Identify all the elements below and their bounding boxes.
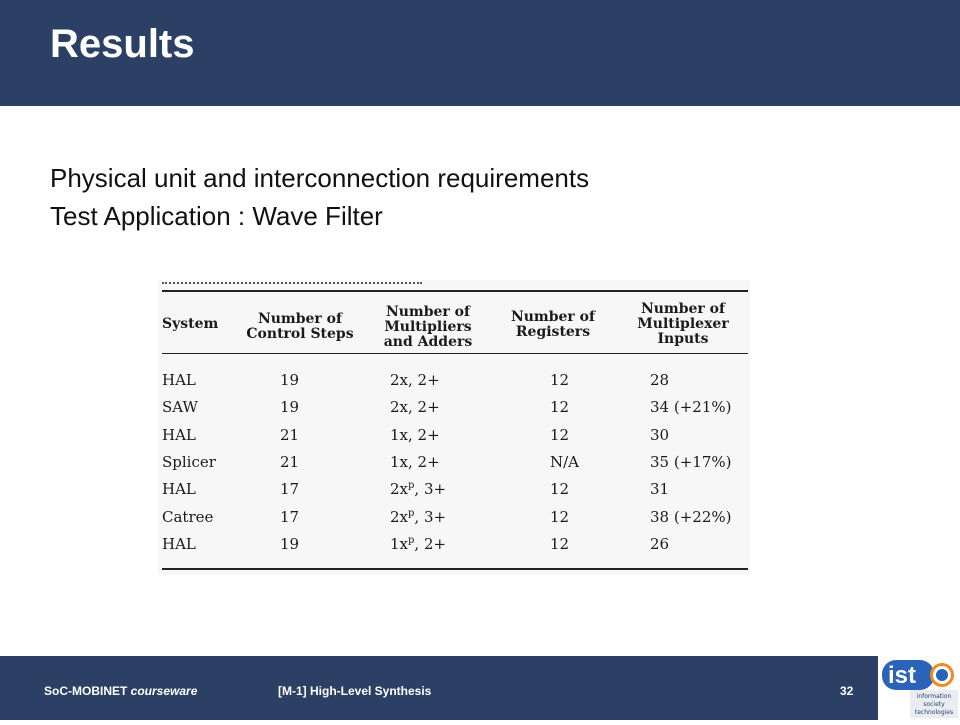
cell-registers: 12 <box>550 507 570 526</box>
footer-module: [M-1] High-Level Synthesis <box>278 684 432 698</box>
cell-system: SAW <box>162 398 198 417</box>
cell-registers: 12 <box>550 534 570 553</box>
cell-ma-base: 2x <box>390 398 409 417</box>
cell-control-steps: 17 <box>280 507 300 526</box>
cell-multipliers-adders <box>390 535 446 553</box>
cell-registers: 12 <box>550 398 570 417</box>
cell-multipliers-adders <box>390 508 446 526</box>
cell-ma-superscript: p <box>408 534 415 546</box>
slide-title: Results <box>50 22 195 66</box>
cell-ma-rest: , 3+ <box>414 480 447 499</box>
cell-ma-base: 1x <box>390 534 409 553</box>
subtitle-line-1: Physical unit and interconnection requirements <box>50 163 590 193</box>
cell-registers: 12 <box>550 371 570 389</box>
cell-mux-inputs: 38 (+22%) <box>650 507 732 526</box>
cell-mux-inputs: 26 <box>650 534 670 553</box>
cell-multipliers-adders <box>390 480 446 498</box>
cell-control-steps: 17 <box>280 480 300 499</box>
footer-course-name: SoC-MOBINET <box>44 684 128 698</box>
header-registers: Number of Registers <box>510 309 596 340</box>
table-top-rule <box>162 290 748 292</box>
cell-ma-rest: , 3+ <box>414 507 447 526</box>
cell-multipliers-adders <box>390 453 440 471</box>
cell-mux-inputs: 35 (+17%) <box>650 452 732 471</box>
logo-line-2: society <box>923 701 945 708</box>
cell-ma-rest: , 2+ <box>408 425 440 444</box>
cell-ma-rest: , 2+ <box>414 534 447 553</box>
cell-control-steps: 19 <box>280 371 300 389</box>
cell-control-steps: 21 <box>280 452 300 471</box>
cell-ma-rest: , 2+ <box>408 452 440 471</box>
footer-page-number: 32 <box>840 684 854 698</box>
scan-artifact <box>162 282 422 288</box>
cell-ma-base: 1x <box>390 425 409 444</box>
cell-mux-inputs: 31 <box>650 480 670 499</box>
header-system: System <box>162 316 219 332</box>
cell-ma-superscript: p <box>408 507 415 519</box>
cell-multipliers-adders <box>390 426 440 444</box>
cell-system: HAL <box>162 480 196 499</box>
cell-control-steps: 21 <box>280 425 300 444</box>
cell-registers: 12 <box>550 425 570 444</box>
footer-course-suffix: courseware <box>130 684 198 698</box>
results-table <box>158 280 750 575</box>
cell-registers: 12 <box>550 480 570 499</box>
cell-mux-inputs: 34 (+21%) <box>650 398 732 417</box>
cell-ma-rest: , 2+ <box>408 398 440 417</box>
logo-line-1: information <box>916 693 952 700</box>
logo-line-3: technologies <box>914 709 954 716</box>
subtitle-line-2: Test Application : Wave Filter <box>50 201 383 231</box>
header-control-steps: Number of Control Steps <box>246 311 354 342</box>
table-header-rule <box>162 353 748 354</box>
cell-multipliers-adders <box>390 398 440 416</box>
ist-logo-icon <box>880 656 960 720</box>
header-multipliers-adders: Number of Multipliers and Adders <box>383 304 473 350</box>
cell-ma-base: 1x <box>390 452 409 471</box>
cell-system: Splicer <box>162 452 216 471</box>
cell-ma-rest: , 2+ <box>408 371 440 389</box>
cell-system: HAL <box>162 371 196 389</box>
cell-ma-base: 2x <box>390 371 409 389</box>
title-bar <box>0 0 960 106</box>
cell-mux-inputs: 30 <box>650 425 670 444</box>
header-mux-inputs: Number of Multiplexer Inputs <box>637 301 729 347</box>
cell-system: Catree <box>162 507 214 526</box>
cell-mux-inputs: 28 <box>650 371 670 389</box>
ist-logo <box>880 656 960 720</box>
cell-system: HAL <box>162 534 196 553</box>
cell-control-steps: 19 <box>280 534 300 553</box>
cell-ma-base: 2x <box>390 507 409 526</box>
cell-system: HAL <box>162 425 196 444</box>
cell-control-steps: 19 <box>280 398 300 417</box>
footer-course <box>44 684 197 698</box>
cell-registers: N/A <box>550 452 580 471</box>
cell-multipliers-adders <box>390 371 440 389</box>
table-bottom-rule <box>162 568 748 570</box>
cell-ma-base: 2x <box>390 480 409 499</box>
logo-text: ist <box>888 662 917 689</box>
cell-ma-superscript: p <box>408 480 415 492</box>
